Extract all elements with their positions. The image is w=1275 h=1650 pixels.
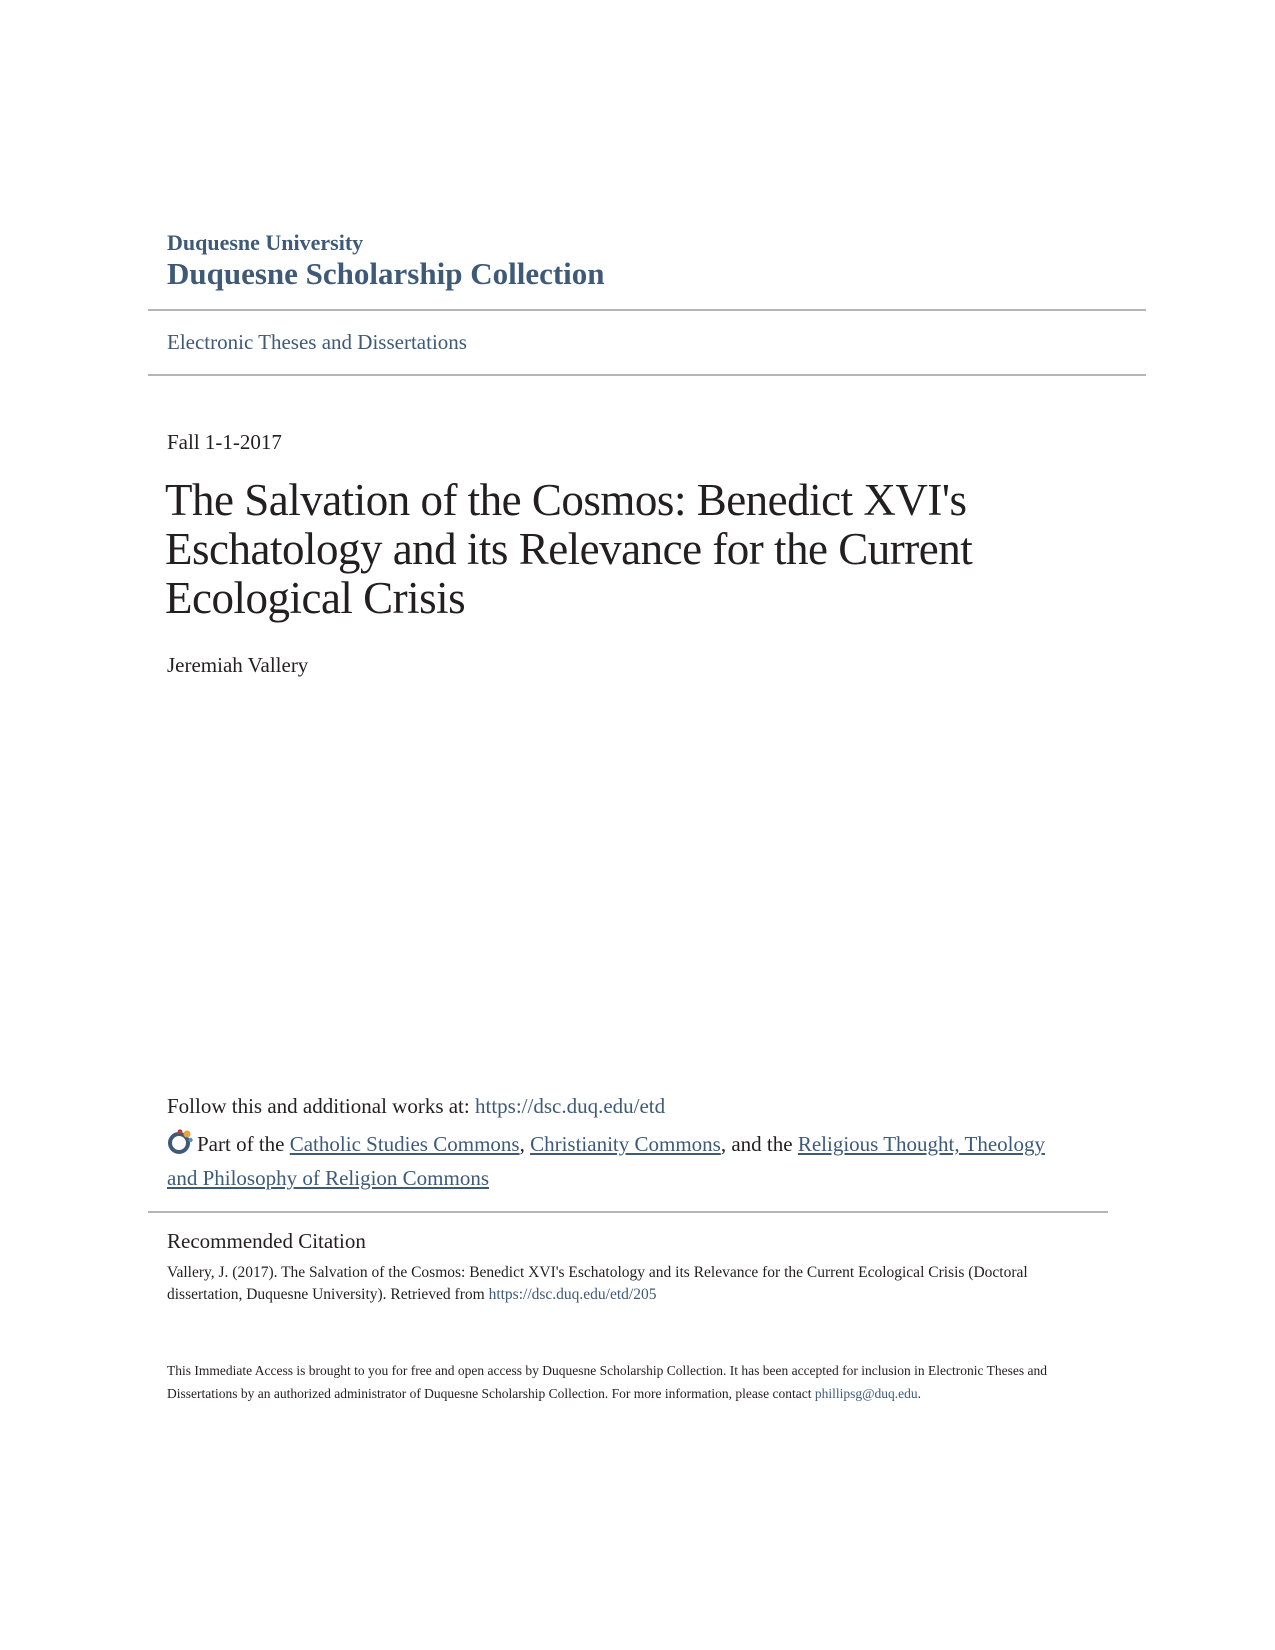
divider-top <box>148 309 1146 311</box>
divider-citation <box>148 1211 1108 1213</box>
part-of-commons <box>167 1129 1067 1193</box>
follow-text: Follow this and additional works at: <box>167 1094 470 1118</box>
citation-heading: Recommended Citation <box>167 1229 366 1253</box>
citation-body <box>167 1262 1087 1306</box>
part-of-prefix: Part of the <box>197 1132 285 1156</box>
follow-line <box>167 1094 665 1119</box>
network-icon <box>167 1129 193 1163</box>
christianity-commons-link[interactable]: Christianity Commons <box>530 1132 721 1156</box>
citation-text: Vallery, J. (2017). The Salvation of the Cosmos: Benedict XVI's Eschatology and its Relevance for the Current Ecological Crisis (Doctoral dissertation, Duquesne University). Retrieved from <box>167 1264 1028 1303</box>
separator-2: , and the <box>720 1132 793 1156</box>
collection-name[interactable]: Duquesne Scholarship Collection <box>167 256 605 291</box>
catholic-studies-commons-link[interactable]: Catholic Studies Commons <box>289 1132 520 1156</box>
religious-thought-commons-link[interactable]: Religious Thought, Theology and Philosophy of Religion Commons <box>167 1132 1045 1190</box>
divider-series <box>148 374 1146 376</box>
publication-date: Fall 1-1-2017 <box>167 430 282 454</box>
notice-end: . <box>917 1386 922 1401</box>
author-name: Jeremiah Vallery <box>167 653 309 677</box>
series-link[interactable]: Electronic Theses and Dissertations <box>167 330 467 354</box>
document-title: The Salvation of the Cosmos: Benedict XVI's Eschatology and its Relevance for the Current Ecological Crisis <box>165 475 973 623</box>
university-name: Duquesne University <box>167 230 364 255</box>
separator-1: , <box>519 1132 525 1156</box>
notice-text: This Immediate Access is brought to you for free and open access by Duquesne Scholarship Collection. It has been accepted for inclusion in Electronic Theses and Dissertations by an authorized administrator of Duquesne Scholarship Collection. For more information, please contact <box>167 1363 1047 1401</box>
contact-email-link[interactable]: phillipsg@duq.edu <box>814 1386 918 1401</box>
citation-link[interactable]: https://dsc.duq.edu/etd/205 <box>488 1286 657 1303</box>
access-notice <box>167 1359 1107 1405</box>
follow-link[interactable]: https://dsc.duq.edu/etd <box>474 1094 666 1118</box>
